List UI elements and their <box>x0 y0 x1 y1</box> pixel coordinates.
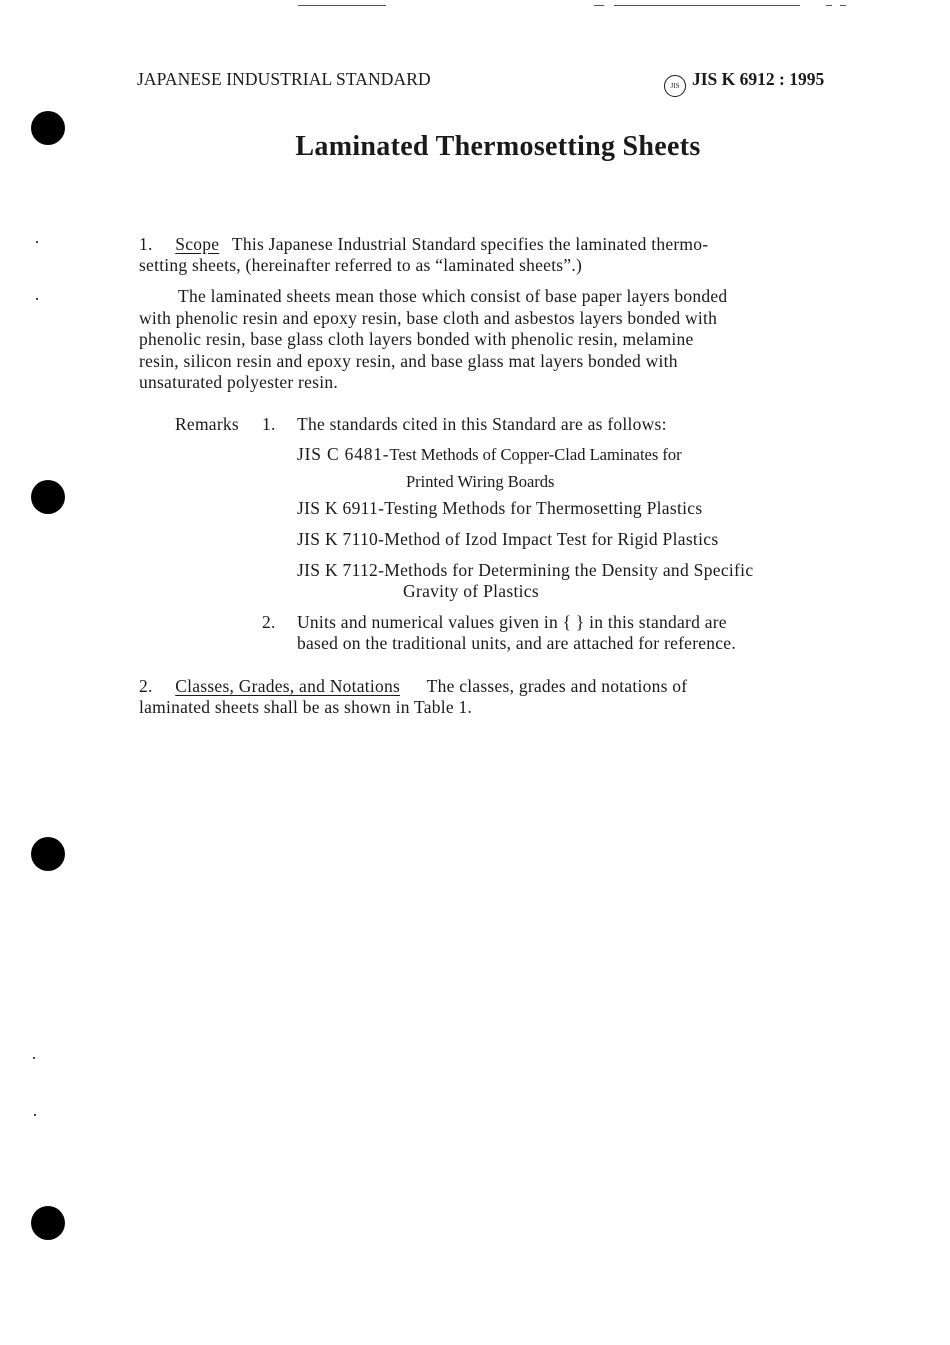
scan-artifact-line <box>594 5 604 6</box>
paragraph-line: resin, silicon resin and epoxy resin, and base glass mat layers bonded with <box>139 350 678 371</box>
page-title: Laminated Thermosetting Sheets <box>295 131 701 162</box>
section-2-number: 2. <box>139 676 153 696</box>
header-standard <box>664 69 824 97</box>
reference-jis-c-6481 <box>297 444 682 465</box>
remarks-item-2-line1: Units and numerical values given in { } in this standard are <box>297 612 727 632</box>
paragraph-line: with phenolic resin and epoxy resin, base cloth and asbestos layers bonded with <box>139 307 718 328</box>
remarks-item-1-text: The standards cited in this Standard are as follows: <box>297 414 667 434</box>
scan-artifact-line <box>298 5 386 6</box>
header-organization: JAPANESE INDUSTRIAL STANDARD <box>137 69 431 89</box>
scan-artifact-line <box>826 5 832 6</box>
standard-number: JIS K 6912 : 1995 <box>692 69 825 89</box>
punch-hole <box>31 480 65 514</box>
reference-jis-k-7112: JIS K 7112-Methods for Determining the Density and Specific <box>297 560 754 580</box>
section-2-text-line1: The classes, grades and notations of <box>426 676 688 696</box>
punch-hole <box>31 1206 65 1240</box>
scan-speck <box>34 1114 36 1116</box>
jis-mark-icon: JIS <box>664 75 686 97</box>
scan-speck <box>33 1057 35 1059</box>
remarks-item-2-line2: based on the traditional units, and are attached for reference. <box>297 633 736 653</box>
scan-speck <box>36 241 38 243</box>
remarks-label: Remarks <box>175 414 239 434</box>
section-2-text-line2: laminated sheets shall be as shown in Table 1. <box>139 697 473 717</box>
section-1-intro-line2: setting sheets, (hereinafter referred to as “laminated sheets”.) <box>139 255 583 275</box>
paragraph-line: The laminated sheets mean those which consist of base paper layers bonded <box>178 286 728 306</box>
section-1-paragraph <box>139 286 869 394</box>
section-1-number: 1. <box>139 234 153 254</box>
section-1-line-1 <box>139 234 708 256</box>
remarks-item-1-number: 1. <box>262 414 276 434</box>
scan-artifact-line <box>614 5 800 6</box>
scan-speck <box>36 298 38 300</box>
scan-artifact-line <box>840 5 846 6</box>
reference-jis-c-6481-cont: Printed Wiring Boards <box>406 472 555 491</box>
reference-jis-k-6911: JIS K 6911-Testing Methods for Thermosetting Plastics <box>297 498 703 518</box>
remarks-item-2-number: 2. <box>262 612 276 632</box>
section-1-heading: Scope <box>175 234 220 254</box>
reference-title: Test Methods of Copper-Clad Laminates for <box>389 445 682 464</box>
section-2-line-1 <box>139 676 687 698</box>
reference-code: JIS C 6481- <box>297 444 390 464</box>
reference-jis-k-7110: JIS K 7110-Method of Izod Impact Test for Rigid Plastics <box>297 529 719 549</box>
reference-jis-k-7112-cont: Gravity of Plastics <box>403 581 539 601</box>
section-1-intro-line1: This Japanese Industrial Standard specifies the laminated thermo- <box>231 234 709 254</box>
paragraph-line: phenolic resin, base glass cloth layers bonded with phenolic resin, melamine <box>139 329 694 349</box>
paragraph-line: unsaturated polyester resin. <box>139 372 338 392</box>
punch-hole <box>31 837 65 871</box>
section-2-heading: Classes, Grades, and Notations <box>175 676 401 696</box>
